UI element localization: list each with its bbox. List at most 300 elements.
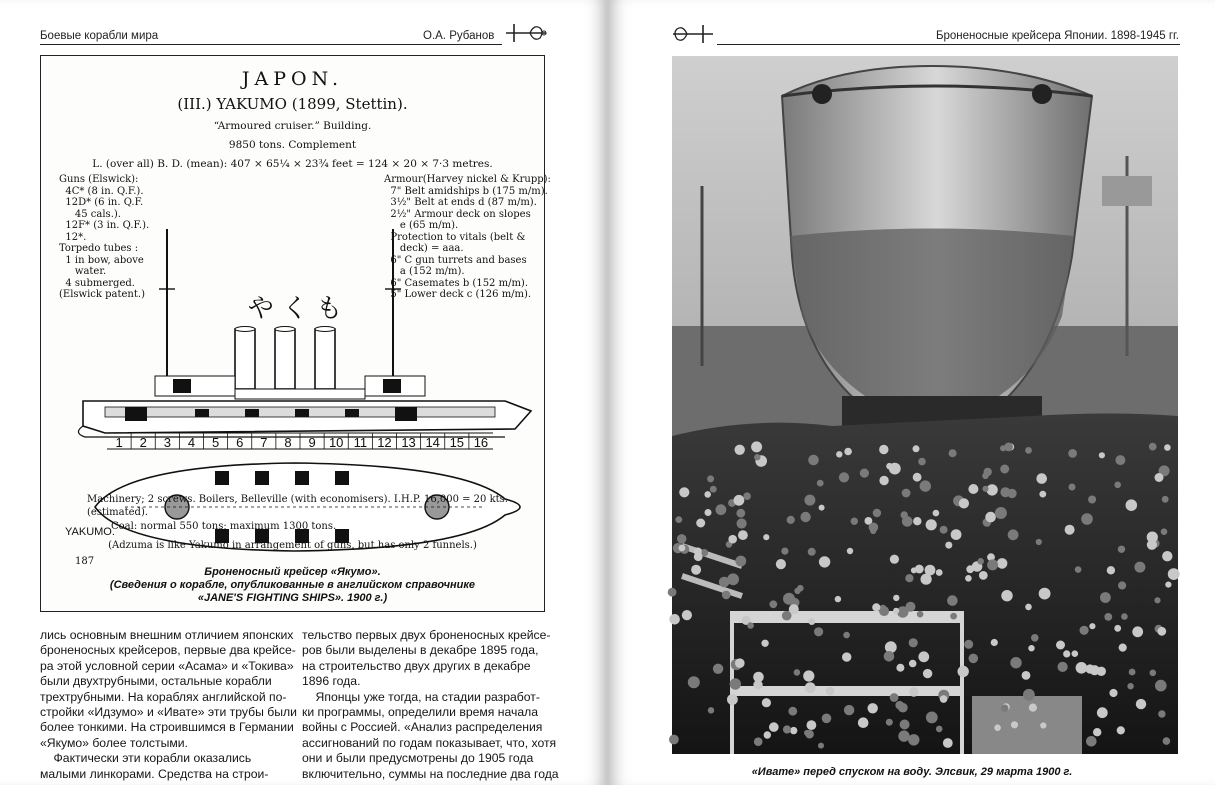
crowd-face <box>735 445 745 455</box>
crowd-face <box>794 669 801 676</box>
crowd-face <box>936 726 943 733</box>
body-text-line: на строительство двух других в декабре <box>302 658 531 673</box>
crowd-face <box>1025 604 1032 611</box>
launch-photo <box>672 56 1178 754</box>
crowd-face <box>1023 689 1035 701</box>
crowd-face <box>1088 496 1096 504</box>
section-number: 16 <box>473 435 489 450</box>
crowd-face <box>920 480 931 491</box>
armour-line: 6" C gun turrets and bases <box>384 254 527 266</box>
crowd-face <box>908 734 919 745</box>
crowd-face <box>895 701 904 710</box>
crowd-face <box>753 672 764 683</box>
body-text-line: трехтрубными. На кораблях английской по- <box>40 689 287 704</box>
crowd-face <box>1011 721 1018 728</box>
figure-caption-line: (Сведения о корабле, опубликованные в английском справочнике <box>109 579 476 591</box>
crowd-face <box>858 717 869 728</box>
crowd-face <box>913 445 920 452</box>
crowd-face <box>936 569 943 576</box>
janes-ship-type: “Armoured cruiser.” Building. <box>213 120 372 132</box>
crowd-face <box>873 509 881 517</box>
crowd-face <box>669 614 680 625</box>
crowd-face <box>947 595 958 606</box>
crowd-face <box>817 480 824 487</box>
crowd-face <box>1114 482 1121 489</box>
body-text-line: более тонкими. На строившимся в Германии <box>40 720 294 735</box>
body-text-line: броненосных крейсеров, первые два крейсе- <box>40 643 296 658</box>
header-rule <box>40 44 502 45</box>
crowd-face <box>781 548 788 555</box>
crowd-face <box>1127 683 1133 689</box>
body-text-line: ассигнований по годам показывает, что, хотя <box>302 735 557 750</box>
body-text-line: включительно, суммы на последние два года <box>302 766 559 781</box>
crowd-face <box>716 504 727 515</box>
crowd-face <box>669 735 679 745</box>
crowd-face <box>1036 473 1047 484</box>
crowd-face <box>763 534 769 540</box>
crowd-face <box>1119 644 1127 652</box>
crowd-face <box>839 472 849 482</box>
crowd-face <box>743 492 751 500</box>
crowd-face <box>869 523 879 533</box>
crowd-face <box>868 703 878 713</box>
crowd-face <box>790 727 797 734</box>
crowd-face <box>1040 722 1046 728</box>
crowd-face <box>1109 689 1117 697</box>
crowd-face <box>872 603 880 611</box>
crowd-face <box>1118 546 1125 553</box>
crowd-face <box>783 593 795 605</box>
crowd-face <box>1126 499 1138 511</box>
crowd-face <box>738 530 748 540</box>
crowd-face <box>783 725 791 733</box>
crowd-face <box>1069 484 1076 491</box>
crowd-face <box>940 695 948 703</box>
crowd-face <box>844 705 854 715</box>
body-text-line: войны с Россией. «Анализ распределения <box>302 720 543 735</box>
crowd-face <box>1081 513 1093 525</box>
crowd-face <box>1163 737 1171 745</box>
crowd-face <box>909 638 918 647</box>
crowd-face <box>994 724 1001 731</box>
crowd-face <box>694 548 702 556</box>
crowd-face <box>1022 671 1031 680</box>
crowd-face <box>969 654 979 664</box>
right-page <box>609 0 1215 785</box>
crowd-face <box>764 731 771 738</box>
armour-line: Protection to vitals (belt & <box>384 231 526 243</box>
crowd-face <box>696 519 705 528</box>
section-numbers <box>115 433 488 450</box>
crowd-face <box>844 448 852 456</box>
section-number: 11 <box>353 435 368 450</box>
crowd-face <box>982 473 989 480</box>
crowd-face <box>860 469 869 478</box>
crowd-face <box>710 486 717 493</box>
section-number: 14 <box>425 435 440 450</box>
left-page <box>0 0 606 785</box>
guns-line: 12D* (6 in. Q.F. <box>59 197 144 208</box>
crowd-face <box>1129 669 1136 676</box>
crowd-face <box>982 486 988 492</box>
section-number: 1 <box>115 435 123 450</box>
crowd-face <box>1068 449 1077 458</box>
janes-coal: Coal: normal 550 tons; maximum 1300 tons. <box>111 521 337 532</box>
crowd-face <box>730 678 741 689</box>
crowd-face <box>805 730 814 739</box>
crowd-face <box>1121 613 1128 620</box>
section-number: 8 <box>284 435 292 450</box>
photo-caption: «Ивате» перед спуском на воду. Элсвик, 29 марта 1900 г. <box>751 766 1073 778</box>
crowd-face <box>769 600 777 608</box>
crowd-face <box>905 574 913 582</box>
crowd-face <box>1000 465 1009 474</box>
crowd-face <box>950 613 957 620</box>
janes-dimensions: L. (over all) B. D. (mean): 407 × 65¼ × 23¾ feet = 124 × 20 × 7·3 metres. <box>92 158 493 170</box>
crowd-face <box>826 687 835 696</box>
crowd-face <box>1161 528 1168 535</box>
crowd-face <box>879 605 886 612</box>
crowd-face <box>1036 539 1042 545</box>
guns-line: 4C* (8 in. Q.F.). <box>59 185 144 197</box>
crowd-face <box>805 682 816 693</box>
janes-country: JAPON. <box>241 68 344 90</box>
body-text-line: «Якумо» более толстыми. <box>40 735 188 750</box>
crowd-face <box>762 698 771 707</box>
crowd-face <box>1000 487 1010 497</box>
guns-line: water. <box>59 266 107 277</box>
crowd-face <box>734 495 745 506</box>
crowd-face <box>1115 455 1125 465</box>
crowd-face <box>893 595 899 601</box>
crowd-face <box>1010 657 1021 668</box>
crowd-face <box>926 519 937 530</box>
crowd-face <box>804 495 815 506</box>
body-column-left <box>40 628 297 782</box>
crowd-face <box>1158 710 1165 717</box>
crowd-face <box>1165 582 1171 588</box>
crowd-face <box>1149 443 1157 451</box>
crowd-face <box>735 556 746 567</box>
crowd-face <box>1164 444 1171 451</box>
crowd-face <box>1134 562 1145 573</box>
crowd-face <box>886 719 893 726</box>
crowd-face <box>940 526 948 534</box>
crowd-face <box>727 694 738 705</box>
crowd-face <box>713 664 723 674</box>
running-head-author: О.А. Рубанов <box>423 30 495 42</box>
crowd-face <box>979 571 988 580</box>
crowd-face <box>794 588 800 594</box>
crowd-face <box>884 651 895 662</box>
armour-line: deck) = aaa. <box>384 243 464 254</box>
crowd-face <box>1031 634 1039 642</box>
crowd-face <box>1132 626 1143 637</box>
crowd-face <box>909 660 917 668</box>
crowd-face <box>668 588 677 597</box>
janes-machinery: Machinery; 2 screws. Boilers, Belleville (with economisers). I.H.P. 16,000 = 20 kts. <box>87 494 508 505</box>
crowd-face <box>1136 699 1146 709</box>
guns-line: 12F* (3 in. Q.F.). <box>59 220 150 231</box>
crowd-face <box>819 556 830 567</box>
crowd-face <box>677 534 687 544</box>
armour-line: 7" Belt amidships b (175 m/m). <box>384 185 548 197</box>
guns-line: Torpedo tubes : <box>59 243 139 254</box>
crowd-face <box>679 487 689 497</box>
crowd-face <box>843 632 850 639</box>
crowd-face <box>705 509 712 516</box>
section-number: 9 <box>308 435 316 450</box>
crowd-face <box>923 669 932 678</box>
body-text-line: малыми линкорами. Средства на строи- <box>40 766 269 781</box>
crowd-face <box>893 608 899 614</box>
crowd-face <box>901 511 908 518</box>
crowd-face <box>788 707 797 716</box>
janes-armour-list <box>384 174 551 301</box>
body-text-line: ки программы, определили время начала <box>302 705 539 720</box>
crowd-face <box>958 666 969 677</box>
crowd-face <box>995 507 1007 519</box>
crowd-face <box>918 651 929 662</box>
crowd-face <box>836 451 842 457</box>
crowd-face <box>754 737 763 746</box>
body-text-line: Японцы уже тогда, на стадии разработ- <box>302 689 540 704</box>
crowd-face <box>1118 581 1126 589</box>
crowd-face <box>915 565 924 574</box>
armour-line: 2½" Armour deck on slopes <box>384 208 531 220</box>
crowd-face <box>789 604 799 614</box>
crowd-face <box>1028 645 1034 651</box>
crowd-face <box>1080 626 1089 635</box>
crowd-face <box>842 652 851 661</box>
crowd-face <box>736 509 745 518</box>
crowd-face <box>747 622 754 629</box>
crowd-face <box>890 555 899 564</box>
crowd-face <box>847 548 853 554</box>
crowd-face <box>807 720 817 730</box>
crowd-face <box>1162 551 1172 561</box>
running-head-title: Броненосные крейсера Японии. 1898-1945 гг. <box>935 30 1179 42</box>
guns-line: (Elswick patent.) <box>59 289 145 300</box>
crowd-face <box>933 510 940 517</box>
crowd-face <box>754 454 760 460</box>
crowd-face <box>898 730 909 741</box>
section-number: 4 <box>187 435 196 450</box>
janes-estimated: (estimated). <box>87 507 149 518</box>
crowd-face <box>737 518 747 528</box>
crowd-face <box>808 618 815 625</box>
crowd-face <box>964 640 973 649</box>
crowd-face <box>918 458 926 466</box>
armour-line: 6" Casemates b (152 m/m). <box>384 277 529 289</box>
armour-line: e (65 m/m). <box>384 220 459 231</box>
crowd-face <box>1058 662 1068 672</box>
crowd-face <box>719 577 730 588</box>
section-number: 10 <box>328 435 344 450</box>
crowd-face <box>787 516 795 524</box>
crowd-face <box>776 559 786 569</box>
guns-line: 12*. <box>59 231 87 243</box>
crowd-face <box>1072 650 1079 657</box>
crowd-face <box>1100 592 1111 603</box>
body-text-line: ров были выделены в декабре 1895 года, <box>302 643 539 658</box>
section-number: 12 <box>377 435 392 450</box>
crowd-face <box>707 475 714 482</box>
body-text-line: были двухтрубными, остальные корабли <box>40 674 272 689</box>
crowd-face <box>1089 623 1095 629</box>
crowd-face <box>679 545 686 552</box>
crowd-face <box>835 596 841 602</box>
crowd-face <box>808 455 819 466</box>
crowd-face <box>1168 568 1180 580</box>
crowd-face <box>769 722 779 732</box>
crowd-face <box>945 542 952 549</box>
crowd-face <box>1114 625 1121 632</box>
armour-line: 5" Lower deck c (126 m/m). <box>384 289 532 300</box>
crowd-face <box>808 548 816 556</box>
crowd-face <box>1162 496 1169 503</box>
crowd-face <box>1004 443 1013 452</box>
crowd-face <box>1025 447 1032 454</box>
crowd-face <box>819 505 825 511</box>
body-text-line: лись основным внешним отличием японских <box>40 628 294 642</box>
crowd-face <box>896 664 904 672</box>
guns-line: 4 submerged. <box>59 277 135 289</box>
section-number: 13 <box>401 435 416 450</box>
crowd-face <box>1099 452 1105 458</box>
body-text-line: тельство первых двух броненосных крейсе- <box>302 628 551 642</box>
crowd-face <box>913 517 921 525</box>
figure-caption-line: Броненосный крейсер «Якумо». <box>204 566 381 578</box>
crowd-face <box>1147 540 1157 550</box>
body-text-line: 1896 года. <box>302 674 361 689</box>
crowd-face <box>959 498 969 508</box>
crowd-face <box>1155 473 1164 482</box>
japanese-name: や く も <box>247 294 343 324</box>
crowd-face <box>728 535 737 544</box>
crowd-face <box>1075 566 1082 573</box>
crowd-face <box>879 476 888 485</box>
body-text-line: они и были предусмотрены до 1905 года <box>302 751 534 766</box>
section-number: 2 <box>139 435 147 450</box>
header-rule <box>717 44 1180 45</box>
crowd-face <box>735 658 745 668</box>
armour-line: a (152 m/m). <box>384 266 465 277</box>
crowd-face <box>1117 726 1125 734</box>
crowd-face <box>708 707 714 713</box>
crowd-face <box>1063 650 1070 657</box>
crowd-face <box>991 639 998 646</box>
crowd-face <box>965 575 972 582</box>
crowd-face <box>822 714 832 724</box>
janes-tonnage: 9850 tons. Complement <box>228 139 357 151</box>
crowd-face <box>1039 491 1046 498</box>
crowd-face <box>985 512 996 523</box>
crowd-face <box>968 484 978 494</box>
crowd-face <box>851 518 858 525</box>
crowd-face <box>751 441 762 452</box>
crowd-face <box>943 738 953 748</box>
running-head-series: Боевые корабли мира <box>40 30 159 42</box>
crowd-face <box>1001 590 1012 601</box>
janes-page-number: 187 <box>75 556 95 567</box>
crowd-face <box>1056 641 1065 650</box>
body-text-line: Фактически эти корабли оказались <box>40 751 252 766</box>
crowd-face <box>1029 704 1037 712</box>
crowd-face <box>688 676 700 688</box>
crowd-face <box>800 512 810 522</box>
anchor-emblem-icon <box>504 20 548 46</box>
crowd-face <box>818 743 824 749</box>
body-column-right <box>302 628 559 782</box>
crowd-face <box>1093 728 1101 736</box>
crowd-face <box>949 449 957 457</box>
crowd-face <box>926 712 938 724</box>
section-number: 15 <box>449 435 465 450</box>
janes-guns-list <box>59 174 149 301</box>
crowd-face <box>913 473 922 482</box>
guns-line: 1 in bow, above <box>59 254 144 266</box>
plan-label: YAKUMO. <box>65 526 115 538</box>
armour-line: 3½" Belt at ends d (87 m/m). <box>384 197 537 208</box>
crowd-face <box>951 529 962 540</box>
crowd-face <box>1157 627 1166 636</box>
guns-line: 45 cals.). <box>59 208 121 220</box>
crowd-face <box>675 516 682 523</box>
crowd-face <box>1150 670 1157 677</box>
crowd-face <box>909 687 918 696</box>
janes-ship-title: (III.) YAKUMO (1899, Stettin). <box>177 95 408 113</box>
crowd-face <box>814 627 823 636</box>
crowd-face <box>906 602 916 612</box>
crowd-face <box>761 640 768 647</box>
crowd-face <box>997 558 1008 569</box>
section-number: 7 <box>260 435 268 450</box>
section-number: 3 <box>163 435 171 450</box>
crowd-face <box>1090 665 1100 675</box>
janes-note: (Adzuma is like Yakumo in arrangement of guns, but has only 2 funnels.) <box>108 540 477 551</box>
crowd-face <box>1008 529 1019 540</box>
anchor-emblem-icon <box>669 22 715 46</box>
crowd-face <box>682 610 692 620</box>
body-text-line: ра этой условной серии «Асама» и «Токива» <box>40 658 294 673</box>
crowd-face <box>1104 613 1112 621</box>
crowd-face <box>917 611 924 618</box>
crowd-face <box>886 463 893 470</box>
section-number: 6 <box>236 435 244 450</box>
section-number: 5 <box>211 435 220 450</box>
crowd-face <box>1065 525 1075 535</box>
crowd-face <box>1039 588 1051 600</box>
figure-caption-line: «JANE'S FIGHTING SHIPS». 1900 г.) <box>197 592 388 604</box>
crowd-face <box>925 565 936 576</box>
crowd-face <box>902 489 911 498</box>
crowd-face <box>977 558 984 565</box>
armour-line: Armour(Harvey nickel & Krupp): <box>384 174 551 185</box>
crowd-face <box>890 693 899 702</box>
crowd-face <box>1155 680 1167 692</box>
guns-line: Guns (Elswick): <box>59 174 139 185</box>
crowd-face <box>691 565 701 575</box>
crowd-face <box>1107 566 1115 574</box>
crowd-face <box>1001 705 1008 712</box>
crowd-face <box>803 670 814 681</box>
crowd-face <box>1097 707 1108 718</box>
crowd-face <box>900 720 910 730</box>
body-text-line: стройки «Идзумо» и «Ивате» эти трубы были <box>40 705 297 720</box>
crowd-face <box>704 491 711 498</box>
janes-entry <box>40 55 551 612</box>
